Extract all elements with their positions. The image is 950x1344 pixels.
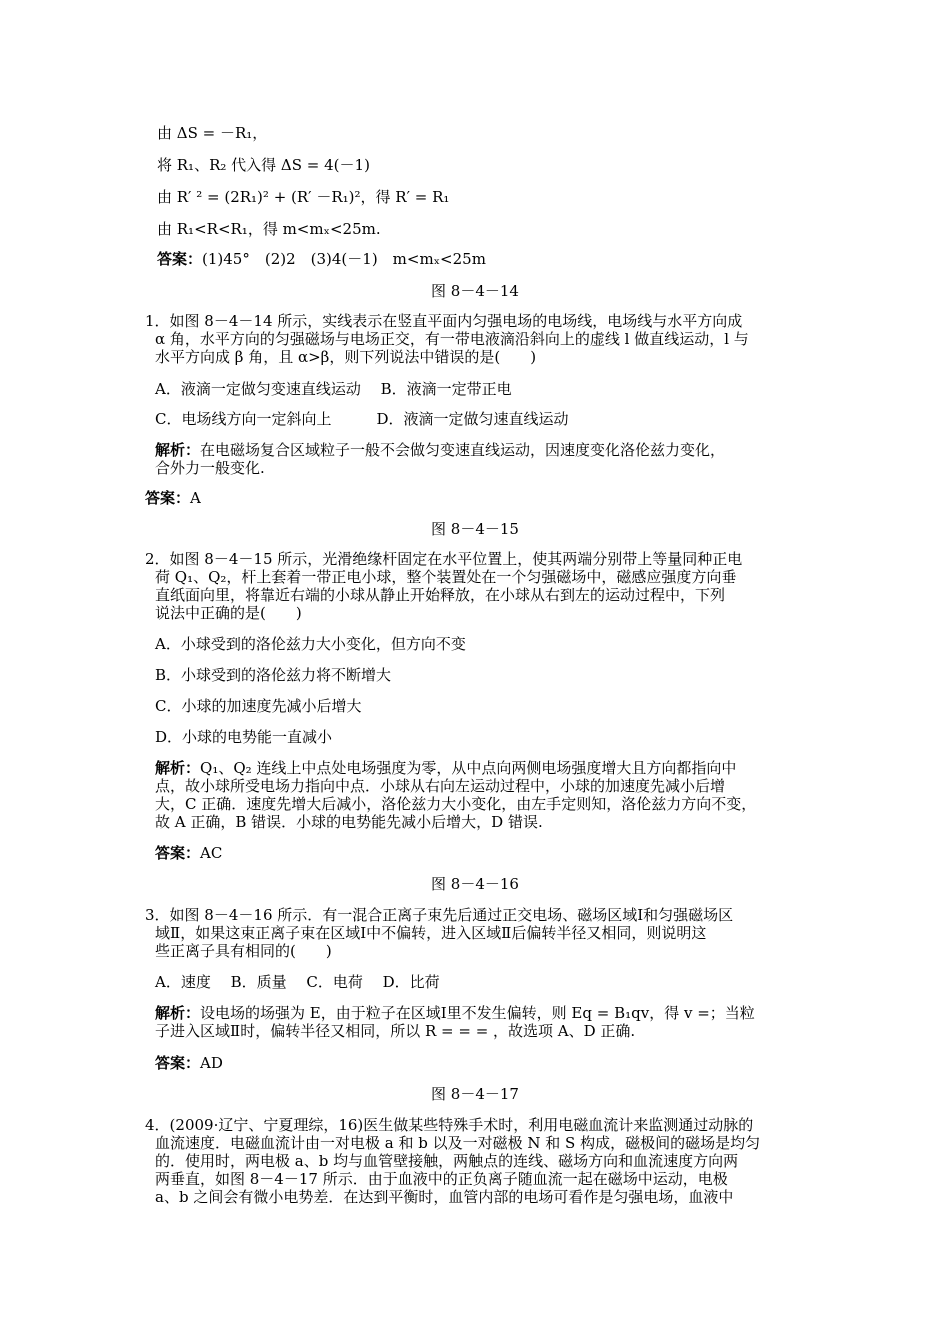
question-1-explanation	[155, 441, 725, 459]
answer-label: 答案：	[155, 844, 201, 862]
question-3-answer	[155, 1054, 223, 1072]
question-2-line: 荷 Q₁、Q₂，杆上套着一带正电小球，整个装置处在一个匀强磁场中，磁感应强度方向垂	[155, 568, 737, 586]
solution-line: 由 R₁<R<R₁，得 m<mₓ<25m.	[157, 220, 381, 238]
explanation-label: 解析：	[155, 1004, 201, 1022]
question-4-line: a、b 之间会有微小电势差．在达到平衡时，血管内部的电场可看作是匀强电场，血液中	[155, 1188, 734, 1206]
question-3-options: A．速度 B．质量 C．电荷 D．比荷	[155, 973, 440, 991]
question-2-explanation: 点，故小球所受电场力指向中点．小球从右向左运动过程中，小球的加速度先减小后增	[155, 777, 726, 795]
question-2-line: 直纸面向里，将靠近右端的小球从静止开始释放，在小球从右到左的运动过程中，下列	[155, 586, 726, 604]
question-1-options: A．液滴一定做匀变速直线运动 B．液滴一定带正电	[155, 380, 512, 398]
figure-caption: 图 8－4－14	[431, 282, 519, 300]
solution-line: 由 R′ ² = (2R₁)² + (R′ －R₁)²，得 R′ = R₁	[157, 188, 450, 206]
question-2-explanation: 故 A 正确，B 错误．小球的电势能先减小后增大，D 错误.	[155, 813, 543, 831]
question-2-option-d: D．小球的电势能一直减小	[155, 728, 333, 746]
answer-label: 答案：	[155, 1054, 201, 1072]
explanation-label: 解析：	[155, 441, 201, 459]
question-1-line: 1．如图 8－4－14 所示，实线表示在竖直平面内匀强电场的电场线，电场线与水平方向成	[145, 312, 743, 330]
explanation-text: 在电磁场复合区域粒子一般不会做匀变速直线运动，因速度变化洛伦兹力变化，	[200, 441, 726, 459]
answer-text: AC	[200, 844, 223, 862]
question-1-options: C．电场线方向一定斜向上 D．液滴一定做匀速直线运动	[155, 410, 569, 428]
question-2-answer	[155, 844, 222, 862]
question-2-explanation: 大，C 正确．速度先增大后减小，洛伦兹力大小变化，由左手定则知，洛伦兹力方向不变，	[155, 795, 757, 813]
question-1-explanation: 合外力一般变化.	[155, 459, 265, 477]
figure-caption: 图 8－4－17	[431, 1085, 519, 1103]
question-4-line: 4．(2009·辽宁、宁夏理综，16)医生做某些特殊手术时，利用电磁血流计来监测通过动脉的	[145, 1116, 754, 1134]
figure-caption: 图 8－4－16	[431, 875, 519, 893]
answer-label: 答案：	[157, 250, 203, 268]
question-2-explanation	[155, 759, 736, 777]
figure-caption: 图 8－4－15	[431, 520, 519, 538]
question-2-option-b: B．小球受到的洛伦兹力将不断增大	[155, 666, 392, 684]
question-1-answer	[145, 489, 201, 507]
question-2-option-c: C．小球的加速度先减小后增大	[155, 697, 362, 715]
answer-text: A	[190, 489, 201, 507]
solution-line: 由 ΔS = －R₁，	[157, 124, 268, 142]
explanation-text: Q₁、Q₂ 连线上中点处电场强度为零，从中点向两侧电场强度增大且方向都指向中	[200, 759, 737, 777]
question-3-line: 域Ⅱ，如果这束正离子束在区域Ⅰ中不偏转，进入区域Ⅱ后偏转半径又相同，则说明这	[155, 924, 707, 942]
answer-text: AD	[200, 1054, 223, 1072]
explanation-text: 设电场的场强为 E，由于粒子在区域Ⅰ里不发生偏转，则 Eq = B₁qv，得 v =；当粒	[200, 1004, 755, 1022]
question-2-line: 2．如图 8－4－15 所示，光滑绝缘杆固定在水平位置上，使其两端分别带上等量同种正电	[145, 550, 743, 568]
question-3-explanation	[155, 1004, 755, 1022]
answer-label: 答案：	[145, 489, 191, 507]
explanation-label: 解析：	[155, 759, 201, 777]
answer-text: (1)45° (2)2 (3)4(－1) m<mₓ<25m	[202, 250, 486, 268]
question-1-line: 水平方向成 β 角，且 α>β，则下列说法中错误的是( )	[155, 348, 537, 366]
question-3-line: 3．如图 8－4－16 所示．有一混合正离子束先后通过正交电场、磁场区域Ⅰ和匀强磁场区	[145, 906, 734, 924]
question-2-option-a: A．小球受到的洛伦兹力大小变化，但方向不变	[155, 635, 466, 653]
question-4-line: 血流速度．电磁血流计由一对电极 a 和 b 以及一对磁极 N 和 S 构成，磁极间的磁场是均匀	[155, 1134, 761, 1152]
question-3-explanation: 子进入区域Ⅱ时，偏转半径又相同，所以 R = = = ，故选项 A、D 正确.	[155, 1022, 636, 1040]
answer-line	[157, 250, 486, 268]
solution-line: 将 R₁、R₂ 代入得 ΔS = 4(－1)	[157, 156, 370, 174]
question-2-line: 说法中正确的是( )	[155, 604, 302, 622]
question-1-line: α 角，水平方向的匀强磁场与电场正交，有一带电液滴沿斜向上的虚线 l 做直线运动，l 与	[155, 330, 749, 348]
question-3-line: 些正离子具有相同的( )	[155, 942, 332, 960]
question-4-line: 的．使用时，两电极 a、b 均与血管壁接触，两触点的连线、磁场方向和血流速度方向两	[155, 1152, 739, 1170]
question-4-line: 两垂直，如图 8－4－17 所示．由于血液中的正负离子随血流一起在磁场中运动，电极	[155, 1170, 728, 1188]
